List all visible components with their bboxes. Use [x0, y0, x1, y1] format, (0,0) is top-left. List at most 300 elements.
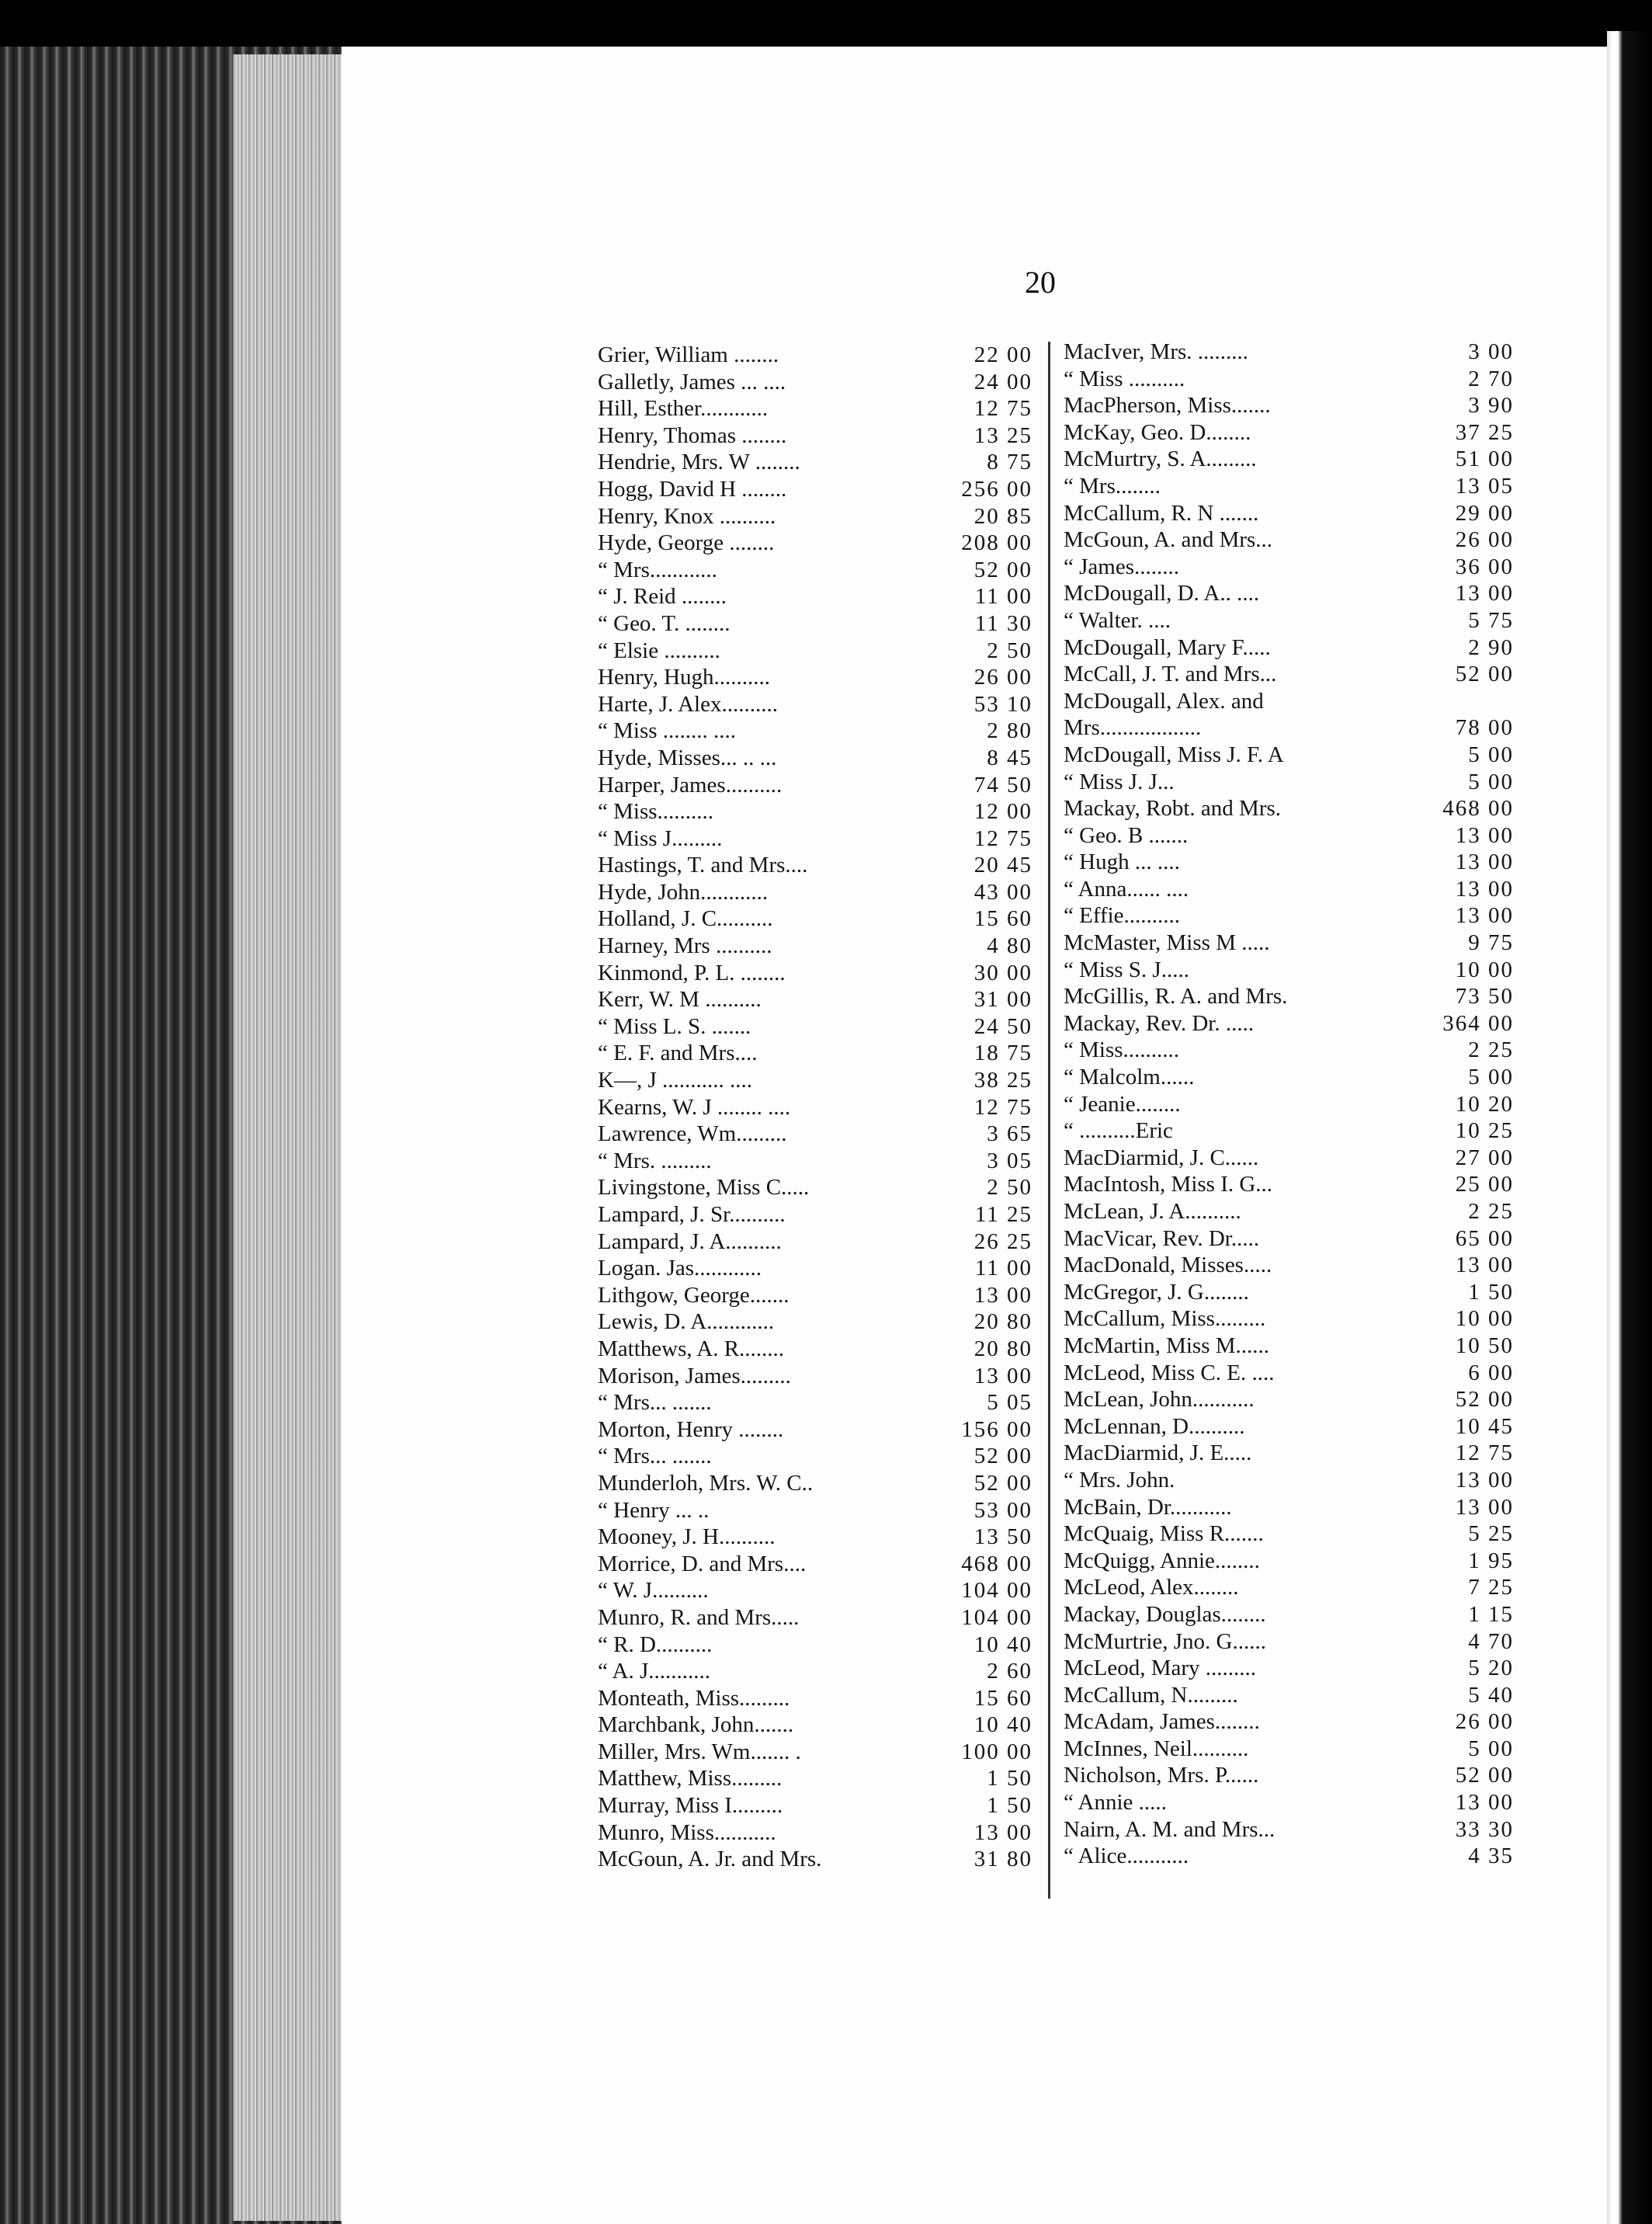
- entry-name: Grier, William ........: [598, 342, 779, 367]
- entry-amount: 12 75: [1455, 1440, 1514, 1466]
- entry-amount: 3 05: [987, 1148, 1032, 1173]
- entry-name: Lawrence, Wm.........: [598, 1121, 787, 1147]
- list-item: [1064, 1225, 1514, 1253]
- list-item: [1064, 554, 1514, 581]
- entry-amount: 8 75: [987, 450, 1032, 475]
- entry-amount: 13 00: [974, 1363, 1032, 1388]
- list-item: [1064, 769, 1514, 796]
- entry-name: “ Miss..........: [1064, 1037, 1180, 1063]
- entry-amount: 73 50: [1455, 984, 1514, 1009]
- entry-name: “ Miss..........: [598, 799, 714, 825]
- entry-name: Harper, James..........: [598, 772, 783, 798]
- list-item: [598, 449, 1032, 476]
- list-item: [598, 395, 1032, 422]
- entry-name: Morton, Henry ........: [598, 1416, 784, 1442]
- entry-amount: 2 70: [1468, 366, 1514, 391]
- entry-name: “ Mrs............: [598, 557, 717, 582]
- entry-name: Holland, J. C..........: [598, 906, 773, 932]
- entry-amount: 65 00: [1455, 1225, 1514, 1251]
- entry-amount: 4 80: [987, 933, 1032, 959]
- entry-name: “ Geo. T. ........: [598, 610, 731, 636]
- right-column: [1064, 339, 1514, 1870]
- list-item: [598, 1416, 1032, 1444]
- entry-name: K—, J ........... ....: [598, 1068, 752, 1093]
- list-item: [598, 1174, 1032, 1201]
- list-item: [1064, 1467, 1514, 1494]
- entry-amount: 52 00: [974, 557, 1032, 582]
- entry-name: Lampard, J. Sr..........: [598, 1202, 786, 1227]
- entry-name: “ Miss J. J...: [1064, 769, 1175, 794]
- entry-amount: 2 80: [987, 718, 1032, 744]
- entry-name: Morison, James.........: [598, 1363, 791, 1388]
- entry-amount: 468 00: [1442, 796, 1514, 822]
- list-item: [598, 1389, 1032, 1416]
- entry-amount: 104 00: [961, 1604, 1032, 1630]
- entry-name: McAdam, James........: [1064, 1709, 1260, 1735]
- entry-name: Munro, Miss...........: [598, 1819, 776, 1845]
- entry-name: McLeod, Alex........: [1064, 1575, 1239, 1600]
- entry-name: McDougall, D. A.. ....: [1064, 581, 1260, 606]
- entry-amount: 100 00: [961, 1739, 1032, 1764]
- list-item: [1064, 1843, 1514, 1870]
- entry-amount: 5 40: [1468, 1682, 1514, 1708]
- list-item: [598, 530, 1032, 557]
- list-item: [1064, 1333, 1514, 1360]
- list-item: [1064, 1198, 1514, 1225]
- list-item: [1064, 957, 1514, 984]
- entry-name: McCallum, R. N .......: [1064, 500, 1259, 526]
- list-item: [598, 1792, 1032, 1819]
- entry-name: Marchbank, John.......: [598, 1712, 794, 1738]
- entry-amount: 2 25: [1468, 1037, 1514, 1063]
- list-item: [1064, 1520, 1514, 1548]
- entry-name: McBain, Dr...........: [1064, 1494, 1232, 1520]
- entry-name: McLennan, D..........: [1064, 1413, 1245, 1439]
- entry-name: Monteath, Miss.........: [598, 1685, 790, 1711]
- entry-amount: 5 00: [1468, 1736, 1514, 1761]
- entry-name: Logan. Jas............: [598, 1256, 762, 1281]
- entry-name: MacIver, Mrs. .........: [1064, 339, 1249, 364]
- list-item: [598, 1604, 1032, 1632]
- list-item: [598, 1040, 1032, 1067]
- entry-amount: 12 00: [974, 799, 1032, 825]
- book-right-edge: [1607, 31, 1652, 2224]
- entry-amount: 18 75: [974, 1041, 1032, 1066]
- list-item: [598, 557, 1032, 584]
- entry-amount: 5 00: [1468, 769, 1514, 794]
- entry-amount: 5 00: [1468, 742, 1514, 767]
- list-item: [1064, 1816, 1514, 1843]
- entry-amount: 13 05: [1455, 473, 1514, 499]
- entry-amount: 52 00: [974, 1470, 1032, 1496]
- list-item: [598, 1577, 1032, 1604]
- entry-name: McDougall, Alex. and: [1064, 688, 1264, 714]
- entry-name: McCallum, Miss.........: [1064, 1306, 1266, 1332]
- entry-amount: 10 40: [974, 1712, 1032, 1738]
- entry-amount: 13 00: [974, 1282, 1032, 1308]
- entry-amount: 13 00: [1455, 1494, 1514, 1520]
- entry-name: Lampard, J. A..........: [598, 1228, 782, 1254]
- entry-amount: 3 65: [987, 1121, 1032, 1147]
- entry-amount: 2 50: [987, 638, 1032, 663]
- entry-name: Henry, Thomas ........: [598, 422, 787, 448]
- entry-amount: 52 00: [1455, 1387, 1514, 1413]
- list-item: [1064, 339, 1514, 366]
- list-item: [598, 1632, 1032, 1659]
- entry-amount: 13 25: [974, 422, 1032, 448]
- list-item: [1064, 714, 1514, 742]
- entry-amount: 10 20: [1455, 1091, 1514, 1117]
- entry-amount: 24 00: [974, 369, 1032, 394]
- list-item: [598, 1148, 1032, 1175]
- entry-name: McLeod, Miss C. E. ....: [1064, 1360, 1275, 1385]
- entry-amount: 12 75: [974, 825, 1032, 851]
- entry-name: Mackay, Douglas........: [1064, 1601, 1266, 1627]
- entry-name: Harte, J. Alex..........: [598, 691, 778, 717]
- entry-name: Mrs..................: [1064, 715, 1202, 741]
- column-divider: [1048, 342, 1050, 1899]
- list-item: [1064, 1360, 1514, 1387]
- entry-amount: 51 00: [1455, 447, 1514, 472]
- entry-amount: 15 60: [974, 1685, 1032, 1711]
- entry-amount: 11 25: [974, 1202, 1032, 1227]
- entry-amount: 13 00: [1455, 1253, 1514, 1278]
- list-item: [1064, 500, 1514, 527]
- entry-amount: 3 00: [1468, 339, 1514, 364]
- entry-name: Morrice, D. and Mrs....: [598, 1551, 807, 1576]
- list-item: [1064, 1548, 1514, 1575]
- list-item: [1064, 1037, 1514, 1064]
- entry-name: MacIntosh, Miss I. G...: [1064, 1172, 1273, 1197]
- list-item: [1064, 1010, 1514, 1037]
- list-item: [1064, 419, 1514, 447]
- entry-name: Livingstone, Miss C.....: [598, 1175, 810, 1201]
- list-item: [598, 1470, 1032, 1497]
- entry-amount: 208 00: [961, 530, 1032, 556]
- entry-amount: 104 00: [961, 1578, 1032, 1604]
- entry-name: Hyde, Misses... .. ...: [598, 745, 777, 770]
- entry-amount: 37 25: [1455, 419, 1514, 445]
- entry-amount: 31 00: [974, 987, 1032, 1013]
- list-item: [1064, 1708, 1514, 1736]
- entry-name: “ James........: [1064, 554, 1179, 579]
- list-item: [1064, 1736, 1514, 1763]
- list-item: [598, 1067, 1032, 1094]
- entry-amount: 3 90: [1468, 393, 1514, 419]
- list-item: [598, 1201, 1032, 1228]
- list-item: [1064, 688, 1514, 715]
- list-item: [1064, 902, 1514, 930]
- entry-name: Hogg, David H ........: [598, 476, 787, 502]
- entry-name: Mackay, Rev. Dr. .....: [1064, 1010, 1255, 1036]
- entry-amount: 1 95: [1468, 1548, 1514, 1573]
- entry-amount: 26 00: [1455, 1709, 1514, 1735]
- list-item: [1064, 1655, 1514, 1682]
- entry-name: MacPherson, Miss.......: [1064, 393, 1271, 419]
- entry-amount: 13 00: [1455, 903, 1514, 929]
- entry-name: MacDiarmid, J. E.....: [1064, 1440, 1252, 1466]
- list-item: [1064, 795, 1514, 822]
- list-item: [1064, 1574, 1514, 1601]
- entry-amount: 13 00: [1455, 1790, 1514, 1816]
- entry-amount: 36 00: [1455, 554, 1514, 579]
- list-item: [598, 1685, 1032, 1712]
- entry-amount: 31 80: [974, 1847, 1032, 1872]
- list-item: [1064, 983, 1514, 1010]
- list-item: [598, 745, 1032, 772]
- entry-amount: 20 45: [974, 853, 1032, 878]
- entry-name: McLeod, Mary .........: [1064, 1656, 1257, 1681]
- entry-name: Mackay, Robt. and Mrs.: [1064, 796, 1282, 822]
- entry-amount: 4 70: [1468, 1628, 1514, 1654]
- entry-name: “ Miss S. J.....: [1064, 957, 1189, 982]
- list-item: [598, 664, 1032, 691]
- list-item: [1064, 366, 1514, 393]
- entry-name: Kinmond, P. L. ........: [598, 960, 786, 985]
- entry-name: “ Henry ... ..: [598, 1497, 710, 1523]
- list-item: [1064, 1145, 1514, 1172]
- entry-name: Miller, Mrs. Wm....... .: [598, 1739, 801, 1764]
- entry-amount: 1 15: [1468, 1601, 1514, 1627]
- list-item: [598, 342, 1032, 369]
- list-item: [598, 772, 1032, 799]
- list-item: [598, 718, 1032, 745]
- entry-amount: 20 85: [974, 503, 1032, 529]
- list-item: [1064, 1440, 1514, 1467]
- left-column: [598, 342, 1032, 1873]
- entry-name: Mooney, J. H..........: [598, 1524, 776, 1550]
- entry-name: McGregor, J. G........: [1064, 1279, 1249, 1305]
- list-item: [1064, 1762, 1514, 1789]
- entry-amount: 4 35: [1468, 1843, 1514, 1869]
- entry-name: McLean, J. A..........: [1064, 1199, 1241, 1224]
- entry-amount: 6 00: [1468, 1360, 1514, 1385]
- list-item: [1064, 742, 1514, 769]
- list-item: [1064, 392, 1514, 419]
- entry-amount: 5 05: [987, 1390, 1032, 1416]
- list-item: [598, 1121, 1032, 1148]
- entry-amount: 52 00: [974, 1444, 1032, 1469]
- entry-amount: 13 00: [1455, 876, 1514, 902]
- list-item: [1064, 1117, 1514, 1145]
- list-item: [598, 1094, 1032, 1121]
- entry-amount: 10 50: [1455, 1333, 1514, 1358]
- list-item: [598, 422, 1032, 450]
- entry-name: Henry, Hugh..........: [598, 665, 771, 690]
- entry-amount: 26 00: [1455, 527, 1514, 553]
- entry-amount: 11 30: [974, 610, 1032, 636]
- entry-name: “ Miss ........ ....: [598, 718, 737, 744]
- list-item: [1064, 1091, 1514, 1118]
- list-item: [598, 583, 1032, 610]
- entry-name: “ Malcolm......: [1064, 1065, 1195, 1090]
- list-item: [598, 638, 1032, 665]
- list-item: [598, 1524, 1032, 1551]
- entry-amount: 15 60: [974, 906, 1032, 932]
- list-item: [1064, 1252, 1514, 1279]
- list-item: [598, 1846, 1032, 1873]
- entry-name: “ Anna...... ....: [1064, 876, 1189, 902]
- entry-name: “ W. J..........: [598, 1578, 709, 1604]
- entry-amount: 364 00: [1442, 1010, 1514, 1036]
- entry-amount: 2 25: [1468, 1199, 1514, 1224]
- list-item: [598, 476, 1032, 503]
- entry-name: Murray, Miss I.........: [598, 1793, 783, 1819]
- list-item: [598, 1765, 1032, 1792]
- entry-amount: 8 45: [987, 745, 1032, 770]
- entry-amount: 52 00: [1455, 1763, 1514, 1788]
- list-item: [598, 1228, 1032, 1256]
- entry-name: Munro, R. and Mrs.....: [598, 1604, 800, 1630]
- entry-name: McGoun, A. and Mrs...: [1064, 527, 1273, 553]
- list-item: [598, 1497, 1032, 1524]
- list-item: [1064, 580, 1514, 607]
- entry-name: Hill, Esther............: [598, 396, 769, 422]
- entry-amount: 2 60: [987, 1659, 1032, 1684]
- entry-name: McQuigg, Annie........: [1064, 1548, 1260, 1573]
- list-item: [1064, 1171, 1514, 1198]
- entry-name: “ J. Reid ........: [598, 584, 727, 610]
- book-page-edges-light: [233, 54, 349, 2221]
- entry-name: “ Annie .....: [1064, 1790, 1167, 1816]
- entry-amount: 74 50: [974, 772, 1032, 798]
- entry-amount: 12 75: [974, 396, 1032, 422]
- entry-name: Harney, Mrs ..........: [598, 933, 772, 959]
- entry-amount: 11 00: [974, 584, 1032, 610]
- entry-amount: 7 25: [1468, 1575, 1514, 1600]
- list-item: [1064, 661, 1514, 688]
- list-item: [598, 1336, 1032, 1363]
- entry-name: McInnes, Neil..........: [1064, 1736, 1249, 1761]
- entry-name: “ Mrs... .......: [598, 1390, 712, 1416]
- list-item: [598, 1819, 1032, 1847]
- entry-name: Munderloh, Mrs. W. C..: [598, 1470, 814, 1496]
- entry-amount: 468 00: [961, 1551, 1032, 1576]
- list-item: [598, 1443, 1032, 1470]
- entry-name: Hyde, George ........: [598, 530, 775, 556]
- list-item: [1064, 1386, 1514, 1413]
- list-item: [1064, 1494, 1514, 1521]
- entry-amount: 256 00: [961, 476, 1032, 502]
- entry-amount: 11 00: [974, 1256, 1032, 1281]
- entry-amount: 33 30: [1455, 1816, 1514, 1842]
- list-item: [598, 905, 1032, 933]
- entry-name: “ Effie..........: [1064, 903, 1181, 929]
- entry-amount: 13 00: [1455, 581, 1514, 606]
- entry-name: “ R. D..........: [598, 1632, 713, 1657]
- entry-name: “ Mrs... .......: [598, 1444, 712, 1469]
- entry-amount: 29 00: [1455, 500, 1514, 526]
- entry-amount: 9 75: [1468, 930, 1514, 956]
- list-item: [1064, 876, 1514, 903]
- entry-name: “ E. F. and Mrs....: [598, 1041, 758, 1066]
- entry-name: MacVicar, Rev. Dr.....: [1064, 1225, 1260, 1251]
- entry-amount: 38 25: [974, 1068, 1032, 1093]
- list-item: [598, 879, 1032, 906]
- entry-amount: 10 00: [1455, 1306, 1514, 1332]
- entry-amount: 5 25: [1468, 1521, 1514, 1547]
- entry-name: “ Miss ..........: [1064, 366, 1185, 391]
- list-item: [1064, 849, 1514, 876]
- entry-amount: 5 75: [1468, 607, 1514, 633]
- entry-name: “ Mrs. .........: [598, 1148, 712, 1173]
- list-item: [598, 691, 1032, 718]
- entry-name: McMurtrie, Jno. G......: [1064, 1628, 1266, 1654]
- list-item: [598, 1739, 1032, 1766]
- entry-name: “ Miss L. S. .......: [598, 1013, 751, 1039]
- list-item: [598, 1308, 1032, 1336]
- entry-amount: 5 20: [1468, 1656, 1514, 1681]
- entry-name: MacDonald, Misses.....: [1064, 1253, 1272, 1278]
- list-item: [598, 1282, 1032, 1309]
- entry-amount: 2 90: [1468, 634, 1514, 660]
- entry-amount: 1 50: [987, 1766, 1032, 1791]
- list-item: [1064, 607, 1514, 634]
- list-item: [598, 610, 1032, 638]
- entry-amount: 10 00: [1455, 957, 1514, 982]
- list-item: [1064, 526, 1514, 554]
- entry-amount: 24 50: [974, 1013, 1032, 1039]
- entry-name: McCall, J. T. and Mrs...: [1064, 662, 1277, 687]
- entry-amount: 30 00: [974, 960, 1032, 985]
- entry-name: McDougall, Mary F.....: [1064, 634, 1271, 660]
- entry-name: Lewis, D. A............: [598, 1309, 775, 1335]
- list-item: [1064, 634, 1514, 662]
- entry-name: Hyde, John............: [598, 879, 769, 905]
- entry-name: “ Geo. B .......: [1064, 822, 1189, 848]
- entry-amount: 20 80: [974, 1336, 1032, 1361]
- entry-name: McMaster, Miss M .....: [1064, 930, 1270, 956]
- entry-name: Henry, Knox ..........: [598, 503, 776, 529]
- entry-name: McDougall, Miss J. F. A: [1064, 742, 1284, 767]
- entry-amount: 25 00: [1455, 1172, 1514, 1197]
- entry-amount: 53 10: [974, 691, 1032, 717]
- list-item: [1064, 1413, 1514, 1440]
- entry-name: Nicholson, Mrs. P......: [1064, 1763, 1259, 1788]
- entry-name: “ Miss J.........: [598, 825, 723, 851]
- list-item: [598, 933, 1032, 960]
- list-item: [598, 960, 1032, 987]
- entry-name: Hastings, T. and Mrs....: [598, 853, 808, 878]
- entry-name: McMurtry, S. A.........: [1064, 447, 1257, 472]
- entry-amount: 13 50: [974, 1524, 1032, 1550]
- entry-amount: 10 25: [1455, 1118, 1514, 1144]
- list-item: [1064, 1064, 1514, 1091]
- entry-name: “ Jeanie........: [1064, 1091, 1181, 1117]
- entry-amount: 1 50: [987, 1793, 1032, 1819]
- list-item: [598, 369, 1032, 396]
- entry-amount: 26 25: [974, 1228, 1032, 1254]
- list-item: [1064, 1601, 1514, 1628]
- list-item: [598, 1711, 1032, 1739]
- list-item: [598, 1255, 1032, 1282]
- entry-name: McQuaig, Miss R.......: [1064, 1521, 1264, 1547]
- entry-amount: 13 00: [1455, 1467, 1514, 1493]
- entry-name: Hendrie, Mrs. W ........: [598, 450, 800, 475]
- entry-name: “ Walter. ....: [1064, 607, 1171, 633]
- entry-name: Kearns, W. J ........ ....: [598, 1094, 791, 1120]
- list-item: [1064, 473, 1514, 500]
- entry-name: “ ..........Eric: [1064, 1118, 1173, 1144]
- entry-name: Matthew, Miss.........: [598, 1766, 783, 1791]
- entry-amount: 26 00: [974, 665, 1032, 690]
- list-item: [598, 852, 1032, 879]
- entry-name: McLean, John...........: [1064, 1387, 1255, 1413]
- entry-name: “ Alice...........: [1064, 1843, 1189, 1869]
- list-item: [1064, 822, 1514, 850]
- list-item: [598, 1658, 1032, 1685]
- entry-name: McGillis, R. A. and Mrs.: [1064, 984, 1288, 1009]
